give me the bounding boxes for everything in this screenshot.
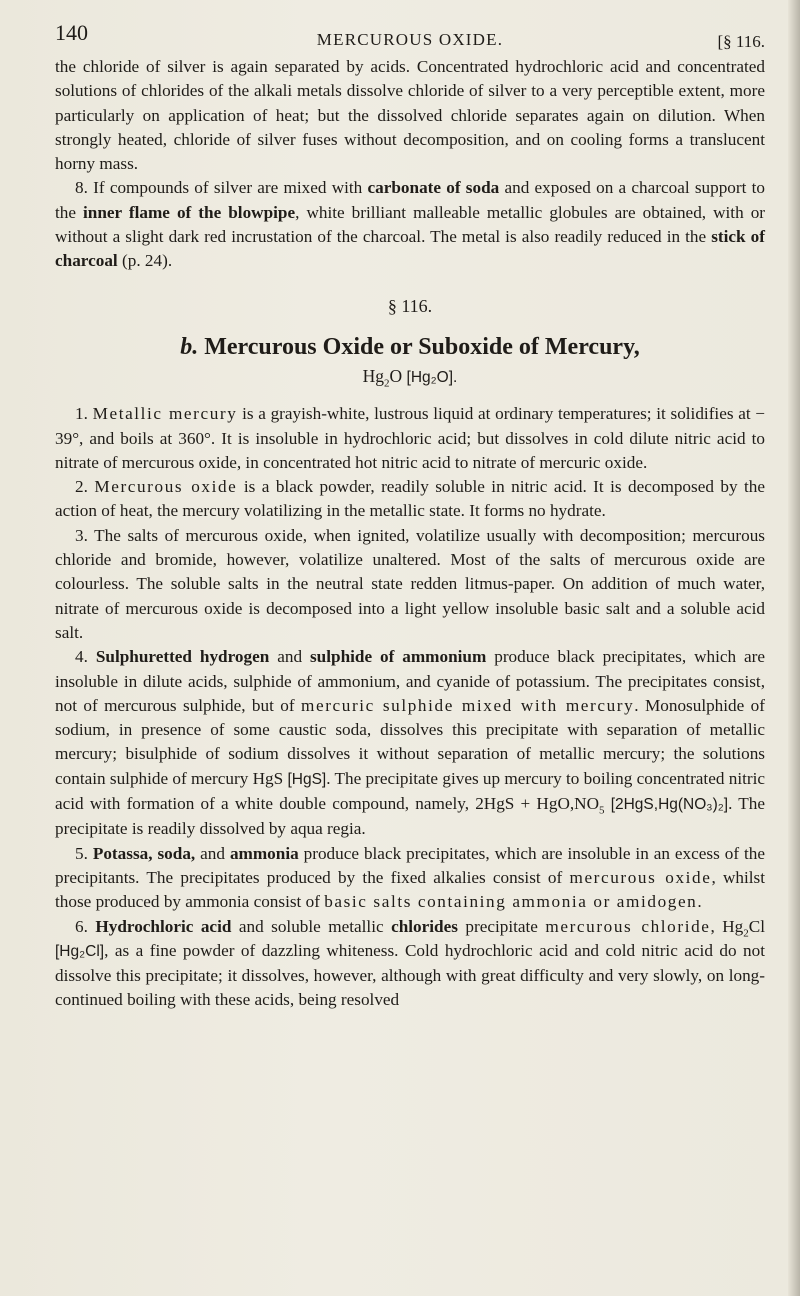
paragraph-4: 4. Sulphuretted hydrogen and sulphide of ammonium produce black precipitates, which are insoluble in dilute acids, sulphide of ammonium, and cyanide of potassium. The precipitates consist, not of mercurous sulphide, but of mercuric sulphide mixed with mercury. Monosulphide of sodium, in presence of some caustic soda, dissolves this precipitate with separation of metallic mercury; bisulphide of sodium dissolves it without separation of metallic mercury; the solutions contain sulphide of mercury HgS [HgS]. The precipitate gives up mercury to boiling concentrated nitric acid with formation of a white double compound, namely, $2HgS + HgO,NO_5$ [2HgS,Hg(NO₃)₂]. The precipitate is readily dissolved by aqua regia.	[55, 647, 766, 839]
paragraph-number: 8.	[75, 178, 88, 198]
paragraph-3: 3. The salts of mercurous oxide, when ignited, volatilize usually with decomposition; mercurous chloride and bromide, however, volatilize unaltered. Most of the salts of mercurous oxide are colourless. The soluble salts in the neutral state redden litmus-paper. On addition of much water, nitrate of mercurous oxide is decomposed into a light yellow insoluble basic salt and a soluble acid salt.	[55, 525, 765, 642]
section-number: § 116.	[387, 295, 433, 316]
paragraph-8: 8. If compounds of silver are mixed with carbonate of soda and exposed on a charcoal support to the inner flame of the blowpipe, white brilliant malleable metallic globules are obtained, with or without a slight dark red incrustation of the charcoal. The metal is also readily reduced in the stick of charcoal (p. 24).	[55, 178, 766, 271]
page-number: 140	[55, 20, 88, 45]
continued-paragraph: the chloride of silver is again separated by acids. Concentrated hydrochloric acid and concentrated solutions of chlorides of the alkali metals dissolve chloride of silver to a very perceptible extent, more particularly on application of heat; but the dissolved chloride separates again on dilution. When strongly heated, chloride of silver fuses without decomposition, and on cooling forms a translucent horny mass.	[55, 57, 765, 174]
paragraph-2: 2. Mercurous oxide is a black powder, readily soluble in nitric acid. It is decomposed by the action of heat, the mercury volatilizing in the metallic state. It forms no hydrate.	[55, 477, 765, 521]
paragraph-number: 2.	[75, 477, 88, 497]
paragraph-number: 5.	[75, 843, 88, 863]
paragraph-number: 1.	[75, 404, 88, 424]
paragraph-number: 3.	[75, 525, 88, 545]
paragraph-5: 5. Potassa, soda, and ammonia produce black precipitates, which are insoluble in an excess of the precipitants. The precipitates produced by the fixed alkalies consist of mercurous oxide, whilst those produced by ammonia consist of basic salts containing ammonia or amidogen.	[55, 843, 765, 912]
page-header	[55, 14, 765, 54]
running-title: MERCUROUS OXIDE.	[316, 30, 504, 49]
paragraph-1: 1. Metallic mercury is a grayish-white, lustrous liquid at ordinary temperatures; it solidifies at − 39°, and boils at 360°. It is insoluble in hydrochloric acid; but dissolves in cold dilute nitric acid to nitrate of mercurous oxide, in concentrated hot nitric acid to nitrate of mercuric oxide.	[55, 404, 766, 472]
body-text	[55, 55, 765, 1013]
page-spine-shadow	[788, 0, 800, 1296]
paragraph-6: 6. Hydrochloric acid and soluble metallic chlorides precipitate mercurous chloride, $Hg_2Cl$ [Hg₂Cl], as a fine powder of dazzling whiteness. Cold hydrochloric acid and cold nitric acid do not dissolve this precipitate; it dissolves, however, although with great difficulty and very slowly, on long-continued boiling with these acids, being resolved	[55, 916, 766, 1010]
section-formula: $Hg_2O$ [Hg₂O].	[362, 365, 458, 390]
section-title: b. Mercurous Oxide or Suboxide of Mercury,	[180, 333, 640, 360]
paragraph-number: 6.	[75, 916, 88, 936]
section-reference: [§ 116.	[717, 32, 765, 51]
paragraph-number: 4.	[75, 647, 88, 667]
